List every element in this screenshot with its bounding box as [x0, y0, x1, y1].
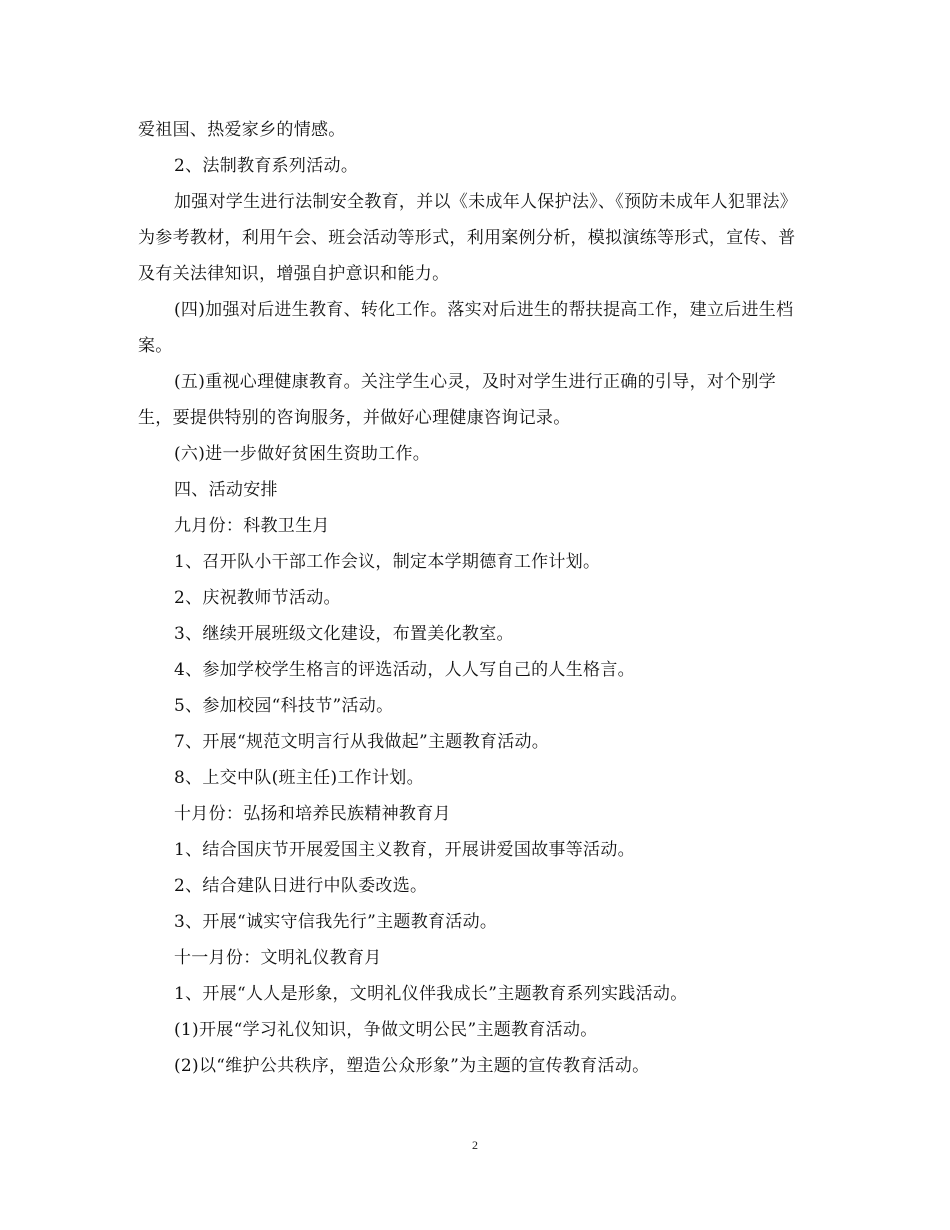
paragraph: (四)加强对后进生教育、转化工作。落实对后进生的帮扶提高工作，建立后进生档案。: [138, 300, 794, 356]
list-item: 4、参加学校学生格言的评选活动，人人写自己的人生格言。: [174, 660, 635, 680]
paragraph: 2、法制教育系列活动。: [174, 156, 359, 176]
paragraph: (五)重视心理健康教育。关注学生心灵，及时对学生进行正确的引导，对个别学生，要提供特别的咨询服务，并做好心理健康咨询记录。: [138, 372, 777, 428]
paragraph: (六)进一步做好贫困生资助工作。: [174, 444, 431, 464]
list-item: (2)以“维护公共秩序，塑造公众形象”为主题的宣传教育活动。: [174, 1056, 650, 1076]
page-number: 2: [472, 1138, 478, 1152]
paragraph: 加强对学生进行法制安全教育，并以《未成年人保护法》、《预防未成年人犯罪法》为参考教材，利用午会、班会活动等形式，利用案例分析，模拟演练等形式，宣传、普及有关法律知识，增强自护意识和能力。: [138, 192, 798, 284]
list-item: (1)开展“学习礼仪知识，争做文明公民”主题教育活动。: [174, 1020, 598, 1040]
list-item: 3、继续开展班级文化建设，布置美化教室。: [174, 624, 514, 644]
list-item: 1、召开队小干部工作会议，制定本学期德育工作计划。: [174, 552, 601, 572]
month-heading: 十一月份：文明礼仪教育月: [174, 948, 382, 968]
paragraph: 爱祖国、热爱家乡的情感。: [138, 120, 346, 140]
document-body: [138, 112, 808, 1084]
section-heading: 四、活动安排: [174, 480, 278, 500]
list-item: 7、开展“规范文明言行从我做起”主题教育活动。: [174, 732, 550, 752]
month-heading: 十月份：弘扬和培养民族精神教育月: [174, 804, 451, 824]
list-item: 2、庆祝教师节活动。: [174, 588, 341, 608]
list-item: 1、结合国庆节开展爱国主义教育，开展讲爱国故事等活动。: [174, 840, 635, 860]
list-item: 1、开展“人人是形象，文明礼仪伴我成长”主题教育系列实践活动。: [174, 984, 688, 1004]
list-item: 8、上交中队(班主任)工作计划。: [174, 768, 424, 788]
list-item: 5、参加校园“科技节”活动。: [174, 696, 394, 716]
month-heading: 九月份：科教卫生月: [174, 516, 330, 536]
list-item: 2、结合建队日进行中队委改选。: [174, 876, 428, 896]
list-item: 3、开展“诚实守信我先行”主题教育活动。: [174, 912, 498, 932]
